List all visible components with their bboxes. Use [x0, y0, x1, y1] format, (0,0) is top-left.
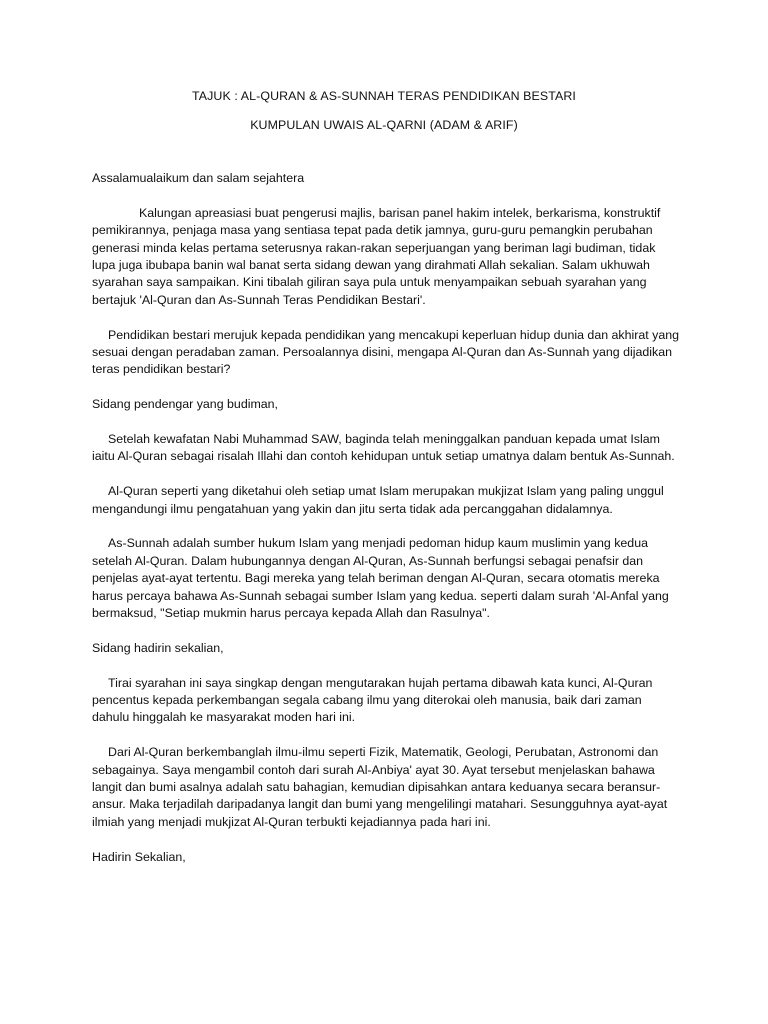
body-paragraph: Pendidikan bestari merujuk kepada pendidikan yang mencakupi keperluan hidup dunia dan akhirat yang sesuai dengan peradaban zaman. Persoalannya disini, mengapa Al-Quran dan As-Sunnah yang dijadikan teras pendidikan bestari?: [92, 327, 680, 377]
document-subtitle: KUMPULAN UWAIS AL-QARNI (ADAM & ARIF): [250, 118, 518, 132]
address-paragraph: Hadirin Sekalian,: [92, 849, 186, 864]
body-paragraph: As-Sunnah adalah sumber hukum Islam yang menjadi pedoman hidup kaum muslimin yang kedua setelah Al-Quran. Dalam hubungannya dengan Al-Quran, As-Sunnah berfungsi sebagai penafsir dan penjelas ayat-ayat tertentu. Bagi mereka yang telah beriman dengan Al-Quran, secara otomatis mereka harus percaya bahawa As-Sunnah sebagai sumber Islam yang kedua. seperti dalam surah 'Al-Anfal yang bermaksud, "Setiap mukmin harus percaya kepada Allah dan Rasulnya".: [92, 536, 669, 621]
body-paragraph: Al-Quran seperti yang diketahui oleh setiap umat Islam merupakan mukjizat Islam yang paling unggul mengandungi ilmu pengatahuan yang yakin dan jitu serta tidak ada percanggahan didalamnya.: [92, 484, 664, 516]
body-paragraph: Setelah kewafatan Nabi Muhammad SAW, baginda telah meninggalkan panduan kepada umat Islam iaitu Al-Quran sebagai risalah Illahi dan contoh kehidupan untuk setiap umatnya dalam bentuk As-Sunnah.: [92, 432, 675, 464]
body-paragraph: Tirai syarahan ini saya singkap dengan mengutarakan hujah pertama dibawah kata kunci, Al-Quran pencentus kepada perkembangan segala cabang ilmu yang diterokai oleh manusia, baik dari zaman dahulu hinggalah ke masyarakat moden hari ini.: [92, 675, 653, 725]
document-body: [92, 170, 682, 883]
body-paragraph: Kalungan apreasiasi buat pengerusi majlis, barisan panel hakim intelek, berkarisma, konstruktif pemikirannya, penjaga masa yang sentiasa tepat pada detik jamnya, guru-guru pemangkin perubahan generasi minda kelas pertama seterusnya rakan-rakan seperjuangan yang beriman lagi budiman, tidak lupa juga ibubapa banin wal banat serta sidang dewan yang dirahmati Allah sekalian. Salam ukhuwah syarahan saya sampaikan. Kini tibalah giliran saya pula untuk menyampaikan sebuah syarahan yang bertajuk 'Al-Quran dan As-Sunnah Teras Pendidikan Bestari'.: [92, 205, 661, 307]
greeting-paragraph: Assalamualaikum dan salam sejahtera: [92, 171, 305, 185]
address-paragraph: Sidang pendengar yang budiman,: [92, 397, 279, 412]
body-paragraph: Dari Al-Quran berkembanglah ilmu-ilmu seperti Fizik, Matematik, Geologi, Perubatan, Astronomi dan sebagainya. Saya mengambil contoh dari surah Al-Anbiya' ayat 30. Ayat tersebut menjelaskan bahawa langit dan bumi asalnya adalah satu bahagian, kemudian dipisahkan antara keduanya secara beransur-ansur. Maka terjadilah daripadanya langit dan bumi yang mengelilingi matahari. Sesungguhnya ayat-ayat ilmiah yang menjadi mukjizat Al-Quran terbukti kejadiannya pada hari ini.: [92, 745, 668, 829]
address-paragraph: Sidang hadirin sekalian,: [92, 640, 224, 655]
document-title: TAJUK : AL-QURAN & AS-SUNNAH TERAS PENDIDIKAN BESTARI: [192, 89, 576, 103]
